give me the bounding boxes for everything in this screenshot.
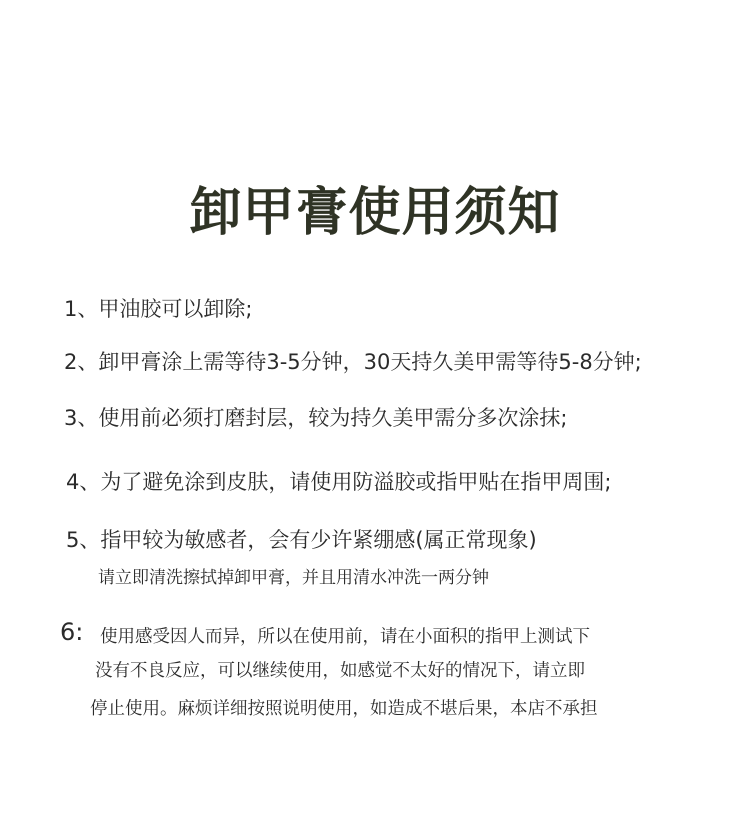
instruction-item-5: 5、指甲较为敏感者，会有少许紧绷感(属正常现象) bbox=[66, 528, 537, 552]
instruction-item-6-line-1: 使用感受因人而异，所以在使用前，请在小面积的指甲上测试下 bbox=[100, 627, 590, 647]
instruction-item-6-line-2: 没有不良反应，可以继续使用，如感觉不太好的情况下，请立即 bbox=[95, 661, 585, 681]
instruction-item-4: 4、为了避免涂到皮肤，请使用防溢胶或指甲贴在指甲周围; bbox=[66, 470, 612, 494]
instruction-item-1: 1、甲油胶可以卸除; bbox=[64, 297, 253, 321]
instruction-item-6-number: 6: bbox=[60, 618, 84, 646]
instruction-item-5-note: 请立即清洗擦拭掉卸甲膏，并且用清水冲洗一两分钟 bbox=[98, 568, 489, 588]
instruction-item-6-line-3: 停止使用。麻烦详细按照说明使用，如造成不堪后果，本店不承担 bbox=[90, 699, 598, 719]
instruction-item-3: 3、使用前必须打磨封层，较为持久美甲需分多次涂抹; bbox=[64, 406, 568, 430]
instruction-item-2: 2、卸甲膏涂上需等待3-5分钟，30天持久美甲需等待5-8分钟; bbox=[64, 350, 642, 374]
page-title: 卸甲膏使用须知 bbox=[189, 183, 561, 243]
